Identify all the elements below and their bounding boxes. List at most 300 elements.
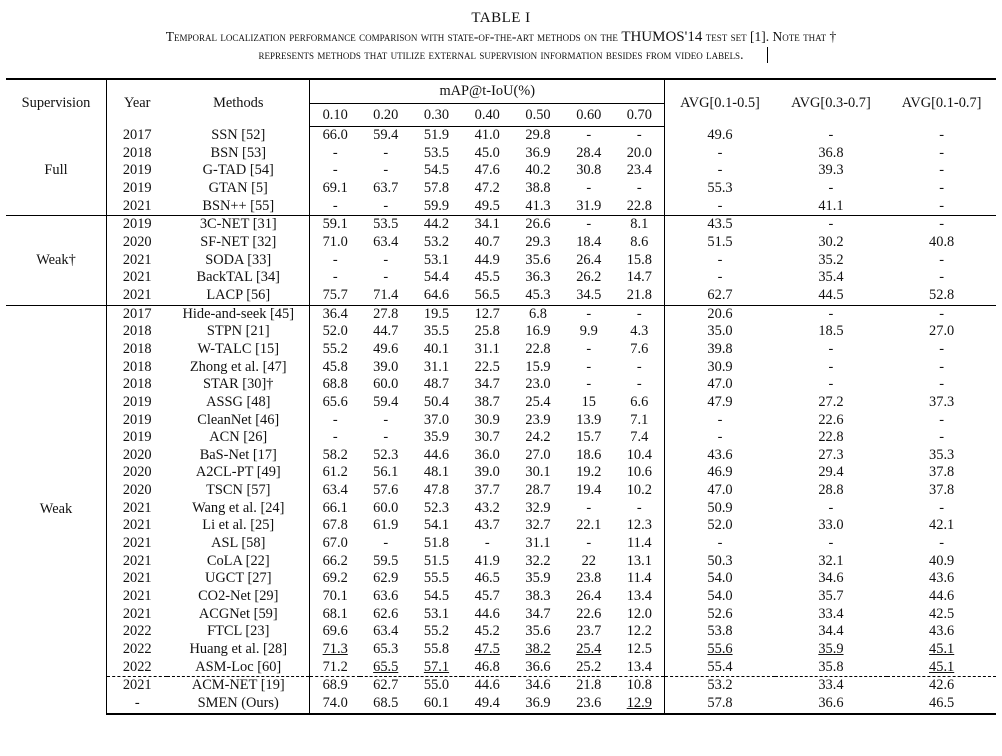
- map-value-cell: 34.6: [513, 677, 564, 695]
- year-cell: 2021: [122, 499, 152, 516]
- map-value-cell: 54.4: [423, 269, 450, 286]
- map-value-cell: 22.6: [576, 605, 602, 622]
- map-value-cell: 15.8: [626, 251, 652, 268]
- map-value-cell: 49.4: [462, 695, 513, 714]
- map-value-cell: 7.1: [630, 411, 649, 428]
- method-cell: FTCL [23]: [207, 623, 270, 640]
- avg-value-cell: -: [665, 535, 775, 553]
- year-cell: 2022: [122, 658, 152, 675]
- map-value-cell: 61.9: [373, 517, 399, 534]
- table-row: [6, 517, 996, 535]
- avg-value-cell: 29.4: [818, 464, 844, 481]
- table-caption: [0, 8, 1002, 63]
- header-threshold: 0.60: [563, 104, 614, 127]
- header-threshold: 0.10: [310, 104, 361, 127]
- header-avg-3: AVG[0.1-0.7]: [887, 79, 996, 127]
- map-value-cell: 66.0: [310, 127, 361, 145]
- map-value-cell: 71.0: [310, 234, 361, 252]
- map-value-cell: 38.7: [474, 393, 500, 410]
- table-row: [6, 145, 996, 163]
- map-value-cell: 41.3: [525, 197, 551, 214]
- map-value-cell: 22.1: [576, 517, 602, 534]
- avg-value-cell: 45.1: [929, 658, 955, 675]
- year-cell: 2022: [122, 641, 152, 658]
- map-value-cell: 47.6: [474, 162, 500, 179]
- avg-value-cell: 39.3: [818, 162, 844, 179]
- map-value-cell: -: [310, 269, 361, 287]
- map-value-cell: -: [310, 429, 361, 447]
- map-value-cell: 13.4: [626, 588, 652, 605]
- map-value-cell: 20.0: [626, 144, 652, 161]
- map-value-cell: 29.8: [525, 127, 551, 143]
- map-value-cell: 31.1: [423, 358, 450, 375]
- avg-value-cell: -: [939, 411, 945, 428]
- caption-dataset: THUMOS'14: [621, 29, 703, 45]
- table-row: [6, 500, 996, 518]
- method-cell: SMEN (Ours): [167, 695, 309, 714]
- avg-value-cell: -: [939, 376, 945, 393]
- map-value-cell: 36.0: [474, 446, 500, 463]
- map-value-cell: 65.3: [373, 641, 399, 658]
- method-cell: ACN [26]: [209, 429, 268, 446]
- map-value-cell: -: [383, 251, 389, 268]
- table-row: [6, 269, 996, 287]
- map-value-cell: 18.6: [576, 446, 602, 463]
- avg-value-cell: -: [939, 429, 945, 446]
- method-cell: BSN++ [55]: [202, 197, 275, 214]
- map-value-cell: 74.0: [310, 695, 361, 714]
- map-value-cell: 13.4: [626, 658, 652, 675]
- avg-value-cell: 62.7: [665, 287, 775, 305]
- map-value-cell: 71.2: [310, 659, 361, 677]
- header-supervision: Supervision: [6, 79, 107, 127]
- avg-value-cell: 20.6: [665, 305, 775, 323]
- map-value-cell: 52.0: [310, 323, 361, 341]
- map-value-cell: 55.8: [423, 641, 450, 658]
- map-value-cell: 13.9: [576, 411, 602, 428]
- map-value-cell: 54.1: [423, 517, 450, 534]
- map-value-cell: 50.4: [423, 393, 450, 410]
- map-value-cell: 55.0: [411, 677, 462, 695]
- map-value-cell: 45.8: [310, 359, 361, 377]
- map-value-cell: 21.8: [626, 286, 652, 303]
- map-value-cell: 14.7: [626, 269, 652, 286]
- year-cell: 2019: [122, 393, 152, 410]
- avg-value-cell: 35.3: [929, 446, 955, 463]
- caption-line1-post: test set [1]. Note that †: [702, 29, 837, 44]
- map-value-cell: 10.8: [614, 677, 665, 695]
- year-cell: -: [107, 695, 168, 714]
- map-value-cell: 23.0: [525, 376, 551, 393]
- year-cell: 2017: [122, 126, 152, 143]
- table-row: [6, 482, 996, 500]
- header-threshold: 0.70: [614, 104, 665, 127]
- avg-value-cell: 53.2: [665, 677, 775, 695]
- map-value-cell: 25.4: [525, 393, 551, 410]
- method-cell: GTAN [5]: [208, 179, 268, 196]
- year-cell: 2018: [122, 358, 152, 375]
- map-value-cell: -: [636, 376, 642, 393]
- method-cell: BackTAL [34]: [196, 269, 280, 286]
- avg-value-cell: 33.4: [775, 677, 888, 695]
- map-value-cell: 43.7: [474, 517, 500, 534]
- caption-text: [0, 28, 1002, 63]
- header-avg-1: AVG[0.1-0.5]: [665, 79, 775, 127]
- map-value-cell: -: [586, 179, 592, 196]
- map-value-cell: 44.7: [373, 323, 399, 340]
- map-value-cell: 44.6: [474, 605, 500, 622]
- map-value-cell: 32.7: [525, 517, 551, 534]
- map-value-cell: 45.3: [525, 286, 551, 303]
- map-value-cell: 35.6: [525, 251, 551, 268]
- table-row: [6, 394, 996, 412]
- year-cell: 2020: [122, 482, 152, 499]
- map-value-cell: 25.2: [576, 658, 602, 675]
- avg-value-cell: 43.6: [929, 570, 955, 587]
- avg-value-cell: 47.0: [665, 376, 775, 394]
- map-value-cell: 10.6: [626, 464, 652, 481]
- avg-value-cell: -: [828, 358, 834, 375]
- map-value-cell: 19.4: [576, 482, 602, 499]
- avg-value-cell: 40.9: [929, 552, 955, 569]
- table-row: [6, 198, 996, 216]
- year-cell: 2021: [122, 197, 152, 214]
- map-value-cell: 63.4: [373, 623, 399, 640]
- map-value-cell: 60.1: [411, 695, 462, 714]
- map-value-cell: 53.5: [423, 144, 450, 161]
- year-cell: 2018: [122, 323, 152, 340]
- map-value-cell: 34.7: [474, 376, 500, 393]
- map-value-cell: 32.2: [525, 552, 551, 569]
- table-row: [6, 535, 996, 553]
- map-value-cell: -: [586, 376, 592, 393]
- map-value-cell: -: [636, 499, 642, 516]
- year-cell: 2020: [122, 446, 152, 463]
- map-value-cell: -: [563, 305, 614, 323]
- map-value-cell: 71.3: [310, 641, 361, 659]
- avg-value-cell: 22.8: [818, 429, 844, 446]
- map-value-cell: 34.7: [525, 605, 551, 622]
- map-value-cell: -: [636, 127, 642, 143]
- map-value-cell: 66.1: [310, 500, 361, 518]
- map-value-cell: 26.2: [576, 269, 602, 286]
- avg-value-cell: -: [939, 162, 945, 179]
- map-value-cell: 21.8: [563, 677, 614, 695]
- map-value-cell: -: [383, 535, 389, 552]
- map-value-cell: 23.4: [626, 162, 652, 179]
- map-value-cell: 25.4: [576, 641, 602, 658]
- year-cell: 2018: [122, 376, 152, 393]
- map-value-cell: -: [563, 216, 614, 234]
- avg-value-cell: -: [939, 358, 945, 375]
- year-cell: 2021: [122, 286, 152, 303]
- map-value-cell: 48.1: [423, 464, 450, 481]
- table-row: [6, 641, 996, 659]
- map-value-cell: 57.1: [423, 658, 450, 675]
- method-cell: TSCN [57]: [206, 482, 271, 499]
- map-value-cell: 47.8: [423, 482, 450, 499]
- map-value-cell: 8.1: [614, 216, 665, 234]
- map-value-cell: -: [636, 179, 642, 196]
- avg-value-cell: 52.0: [665, 517, 775, 535]
- map-value-cell: 36.9: [525, 144, 551, 161]
- supervision-label: Weak†: [6, 216, 107, 305]
- header-threshold: 0.40: [462, 104, 513, 127]
- avg-value-cell: 39.8: [665, 341, 775, 359]
- map-value-cell: 35.9: [423, 429, 450, 446]
- map-value-cell: 34.5: [576, 286, 602, 303]
- year-cell: 2017: [107, 305, 168, 323]
- map-value-cell: 30.9: [474, 411, 500, 428]
- year-cell: 2018: [122, 340, 152, 357]
- map-value-cell: 32.9: [525, 499, 551, 516]
- results-table: [6, 78, 996, 715]
- map-value-cell: 75.7: [310, 287, 361, 305]
- avg-value-cell: -: [665, 145, 775, 163]
- avg-value-cell: 51.5: [665, 234, 775, 252]
- year-cell: 2019: [122, 162, 152, 179]
- table-row: [6, 570, 996, 588]
- table-title: TABLE I: [471, 10, 531, 26]
- map-value-cell: 15.9: [525, 358, 551, 375]
- year-cell: 2021: [122, 535, 152, 552]
- table-row: [6, 623, 996, 641]
- map-value-cell: 9.9: [579, 323, 598, 340]
- map-value-cell: 68.1: [310, 606, 361, 624]
- map-value-cell: 12.3: [626, 517, 652, 534]
- map-value-cell: -: [383, 429, 389, 446]
- map-value-cell: -: [586, 358, 592, 375]
- avg-value-cell: -: [828, 126, 834, 143]
- map-value-cell: 63.4: [310, 482, 361, 500]
- caption-line1-pre: Temporal localization performance comparison with state-of-the-art methods on the: [165, 29, 622, 44]
- table-body: [6, 127, 996, 714]
- header-threshold: 0.30: [411, 104, 462, 127]
- avg-value-cell: 33.0: [818, 517, 844, 534]
- avg-value-cell: 27.2: [818, 393, 844, 410]
- map-value-cell: -: [383, 411, 389, 428]
- table-header: [6, 79, 996, 127]
- map-value-cell: 37.0: [423, 411, 450, 428]
- map-value-cell: 30.7: [474, 429, 500, 446]
- map-value-cell: 15: [581, 393, 596, 410]
- avg-value-cell: 27.3: [818, 446, 844, 463]
- avg-value-cell: -: [939, 197, 945, 214]
- map-value-cell: 4.3: [630, 323, 649, 340]
- avg-value-cell: 18.5: [818, 323, 844, 340]
- map-value-cell: 53.1: [423, 605, 450, 622]
- map-value-cell: 38.8: [525, 179, 551, 196]
- avg-value-cell: -: [939, 269, 945, 286]
- avg-value-cell: 28.8: [818, 482, 844, 499]
- method-cell: BSN [53]: [210, 144, 267, 161]
- avg-value-cell: -: [828, 535, 834, 552]
- avg-value-cell: 37.3: [929, 393, 955, 410]
- method-cell: CleanNet [46]: [197, 411, 280, 428]
- avg-value-cell: -: [939, 499, 945, 516]
- map-value-cell: 61.2: [310, 464, 361, 482]
- map-value-cell: 45.7: [474, 588, 500, 605]
- map-value-cell: 12.5: [626, 641, 652, 658]
- avg-value-cell: 35.9: [818, 641, 844, 658]
- avg-value-cell: 36.6: [775, 695, 888, 714]
- header-threshold: 0.50: [513, 104, 564, 127]
- map-value-cell: 18.4: [576, 233, 602, 250]
- table-row: [6, 412, 996, 430]
- avg-value-cell: 44.6: [929, 588, 955, 605]
- method-cell: A2CL-PT [49]: [195, 464, 281, 481]
- table-row: [6, 305, 996, 323]
- table-row: [6, 216, 996, 234]
- method-cell: CoLA [22]: [206, 552, 270, 569]
- map-value-cell: 28.4: [576, 144, 602, 161]
- map-value-cell: 38.3: [525, 588, 551, 605]
- map-value-cell: 8.6: [630, 233, 649, 250]
- map-value-cell: 62.7: [360, 677, 411, 695]
- avg-value-cell: 47.9: [665, 394, 775, 412]
- avg-value-cell: 43.6: [929, 623, 955, 640]
- map-value-cell: 36.6: [525, 658, 551, 675]
- map-value-cell: 12.9: [614, 695, 665, 714]
- map-value-cell: -: [636, 358, 642, 375]
- map-value-cell: 51.9: [423, 127, 450, 143]
- year-cell: 2019: [122, 429, 152, 446]
- method-cell: ASSG [48]: [206, 393, 271, 410]
- avg-value-cell: 33.4: [818, 605, 844, 622]
- map-value-cell: -: [383, 269, 389, 286]
- map-value-cell: 57.8: [423, 179, 450, 196]
- map-value-cell: 62.6: [373, 605, 399, 622]
- method-cell: SF-NET [32]: [200, 233, 277, 250]
- table-row: [6, 376, 996, 394]
- map-value-cell: 41.0: [474, 127, 500, 143]
- avg-value-cell: 52.8: [929, 286, 955, 303]
- map-value-cell: -: [383, 197, 389, 214]
- avg-value-cell: 40.8: [929, 233, 955, 250]
- map-value-cell: -: [586, 127, 592, 143]
- map-value-cell: 31.1: [525, 535, 551, 552]
- avg-value-cell: 35.4: [818, 269, 844, 286]
- map-value-cell: 25.8: [474, 323, 500, 340]
- method-cell: 3C-NET [31]: [167, 216, 309, 234]
- map-value-cell: 27.8: [360, 305, 411, 323]
- avg-value-cell: 47.0: [665, 482, 775, 500]
- avg-value-cell: -: [775, 216, 888, 234]
- map-value-cell: 47.5: [474, 641, 500, 658]
- avg-value-cell: 55.4: [665, 659, 775, 677]
- table-row: [6, 588, 996, 606]
- avg-value-cell: 41.1: [818, 197, 844, 214]
- map-value-cell: 47.2: [474, 179, 500, 196]
- map-value-cell: 43.2: [474, 499, 500, 516]
- table-row: [6, 127, 996, 145]
- map-value-cell: 36.4: [310, 305, 361, 323]
- map-value-cell: 39.0: [474, 464, 500, 481]
- map-value-cell: 22: [581, 552, 596, 569]
- avg-value-cell: -: [665, 412, 775, 430]
- map-value-cell: 39.0: [373, 358, 399, 375]
- table-row: [6, 677, 996, 695]
- avg-value-cell: 37.8: [929, 482, 955, 499]
- avg-value-cell: 42.6: [887, 677, 996, 695]
- map-value-cell: 55.2: [310, 341, 361, 359]
- map-value-cell: 23.7: [576, 623, 602, 640]
- map-value-cell: 63.6: [373, 588, 399, 605]
- year-cell: 2020: [122, 233, 152, 250]
- map-value-cell: 69.6: [310, 623, 361, 641]
- avg-value-cell: 42.1: [929, 517, 955, 534]
- avg-value-cell: -: [828, 179, 834, 196]
- map-value-cell: 68.5: [360, 695, 411, 714]
- map-value-cell: 7.6: [630, 340, 649, 357]
- year-cell: 2019: [122, 179, 152, 196]
- avg-value-cell: 44.5: [818, 286, 844, 303]
- method-cell: LACP [56]: [206, 286, 271, 303]
- map-value-cell: -: [310, 198, 361, 216]
- method-cell: STAR [30]†: [203, 376, 274, 393]
- map-value-cell: 63.7: [373, 179, 399, 196]
- avg-value-cell: 42.5: [929, 605, 955, 622]
- table-row: [6, 606, 996, 624]
- year-cell: 2021: [122, 269, 152, 286]
- avg-value-cell: -: [665, 198, 775, 216]
- map-value-cell: 35.9: [525, 570, 551, 587]
- avg-value-cell: 46.9: [665, 464, 775, 482]
- method-cell: ACGNet [59]: [198, 605, 278, 622]
- avg-value-cell: 54.0: [665, 570, 775, 588]
- map-value-cell: 49.6: [373, 340, 399, 357]
- avg-value-cell: -: [775, 305, 888, 323]
- table-row: [6, 180, 996, 198]
- avg-value-cell: 43.6: [665, 447, 775, 465]
- map-value-cell: 62.9: [373, 570, 399, 587]
- table-row: [6, 464, 996, 482]
- avg-value-cell: 35.0: [665, 323, 775, 341]
- map-value-cell: 60.0: [373, 376, 399, 393]
- method-cell: ASL [58]: [211, 535, 266, 552]
- map-value-cell: -: [310, 252, 361, 270]
- map-value-cell: 45.5: [474, 269, 500, 286]
- header-map: mAP@t-IoU(%): [310, 79, 665, 104]
- map-value-cell: 54.5: [423, 162, 450, 179]
- map-value-cell: 40.7: [474, 233, 500, 250]
- map-value-cell: 12.0: [626, 605, 652, 622]
- year-cell: 2019: [107, 216, 168, 234]
- map-value-cell: 68.9: [310, 677, 361, 695]
- avg-value-cell: -: [939, 126, 945, 143]
- map-value-cell: 37.7: [474, 482, 500, 499]
- table-row: [6, 359, 996, 377]
- header-avg-2: AVG[0.3-0.7]: [775, 79, 888, 127]
- map-value-cell: 60.0: [373, 499, 399, 516]
- method-cell: SODA [33]: [205, 251, 272, 268]
- map-value-cell: 12.7: [462, 305, 513, 323]
- supervision-label: Weak: [6, 305, 107, 714]
- method-cell: ACM-NET [19]: [167, 677, 309, 695]
- map-value-cell: 6.8: [513, 305, 564, 323]
- map-value-cell: 56.1: [373, 464, 399, 481]
- map-value-cell: 23.9: [525, 411, 551, 428]
- table-row: [6, 234, 996, 252]
- map-value-cell: 70.1: [310, 588, 361, 606]
- map-value-cell: 68.8: [310, 376, 361, 394]
- avg-value-cell: 50.9: [665, 500, 775, 518]
- avg-value-cell: -: [939, 251, 945, 268]
- table-row: [6, 252, 996, 270]
- year-cell: 2021: [122, 588, 152, 605]
- avg-value-cell: 46.5: [887, 695, 996, 714]
- map-value-cell: -: [310, 412, 361, 430]
